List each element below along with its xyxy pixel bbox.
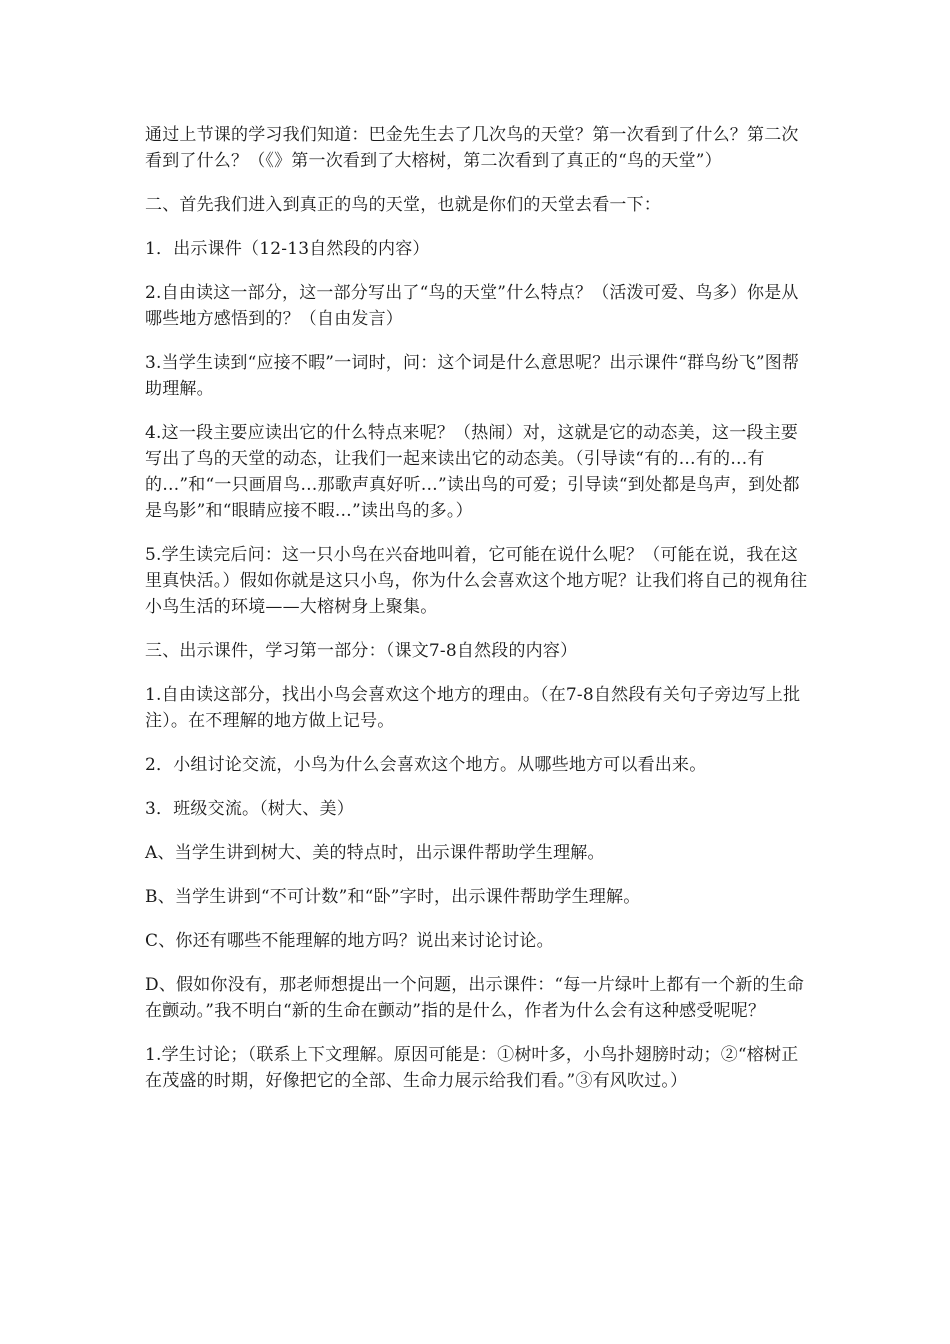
paragraph-item: D、假如你没有，那老师想提出一个问题，出示课件：“每一片绿叶上都有一个新的生命在颤动。”我不明白“新的生命在颤动”指的是什么，作者为什么会有这种感受呢呢？ (145, 975, 805, 1021)
paragraph-item: 1．出示课件（12-13自然段的内容） (145, 239, 430, 259)
paragraph-item: 1.学生讨论；（联系上下文理解。原因可能是：①树叶多，小鸟扑翅膀时动；②“榕树正在茂盛的时期，好像把它的全部、生命力展示给我们看。”③有风吹过。） (145, 1045, 799, 1091)
paragraph-intro: 通过上节课的学习我们知道：巴金先生去了几次鸟的天堂？第一次看到了什么？第二次看到了什么？（《》第一次看到了大榕树，第二次看到了真正的“鸟的天堂”） (145, 125, 799, 171)
paragraph-section-two-heading: 二、首先我们进入到真正的鸟的天堂，也就是你们的天堂去看一下： (145, 195, 661, 215)
paragraph-section-three-heading: 三、出示课件，学习第一部分：（课文7-8自然段的内容） (145, 641, 578, 661)
paragraph-item: 3．班级交流。（树大、美） (145, 799, 354, 819)
paragraph-item: 4.这一段主要应读出它的什么特点来呢？（热闹）对，这就是它的动态美，这一段主要写出了鸟的天堂的动态，让我们一起来读出它的动态美。（引导读“有的…有的…有的…”和“一只画眉鸟…那歌声真好听…”读出鸟的可爱；引导读“到处都是鸟声，到处都是鸟影”和“眼睛应接不暇…”读出鸟的多。） (145, 423, 800, 521)
paragraph-item: 1.自由读这部分，找出小鸟会喜欢这个地方的理由。（在7-8自然段有关句子旁边写上批注）。在不理解的地方做上记号。 (145, 685, 801, 731)
paragraph-item: 2．小组讨论交流，小鸟为什么会喜欢这个地方。从哪些地方可以看出来。 (145, 755, 707, 775)
paragraph-item: 5.学生读完后问：这一只小鸟在兴奋地叫着，它可能在说什么呢？（可能在说，我在这里真快活。）假如你就是这只小鸟，你为什么会喜欢这个地方呢？让我们将自己的视角往小鸟生活的环境——大榕树身上聚集。 (145, 545, 808, 617)
paragraph-item: C、你还有哪些不能理解的地方吗？说出来讨论讨论。 (145, 931, 554, 951)
paragraph-item: 3.当学生读到“应接不暇”一词时，问：这个词是什么意思呢？出示课件“群鸟纷飞”图帮助理解。 (145, 353, 800, 399)
document-body (145, 122, 815, 1112)
paragraph-item: A、当学生讲到树大、美的特点时，出示课件帮助学生理解。 (145, 843, 605, 863)
paragraph-item: B、当学生讲到“不可计数”和“卧”字时，出示课件帮助学生理解。 (145, 887, 641, 907)
paragraph-item: 2.自由读这一部分，这一部分写出了“鸟的天堂”什么特点？（活泼可爱、鸟多）你是从哪些地方感悟到的？（自由发言） (145, 283, 799, 329)
